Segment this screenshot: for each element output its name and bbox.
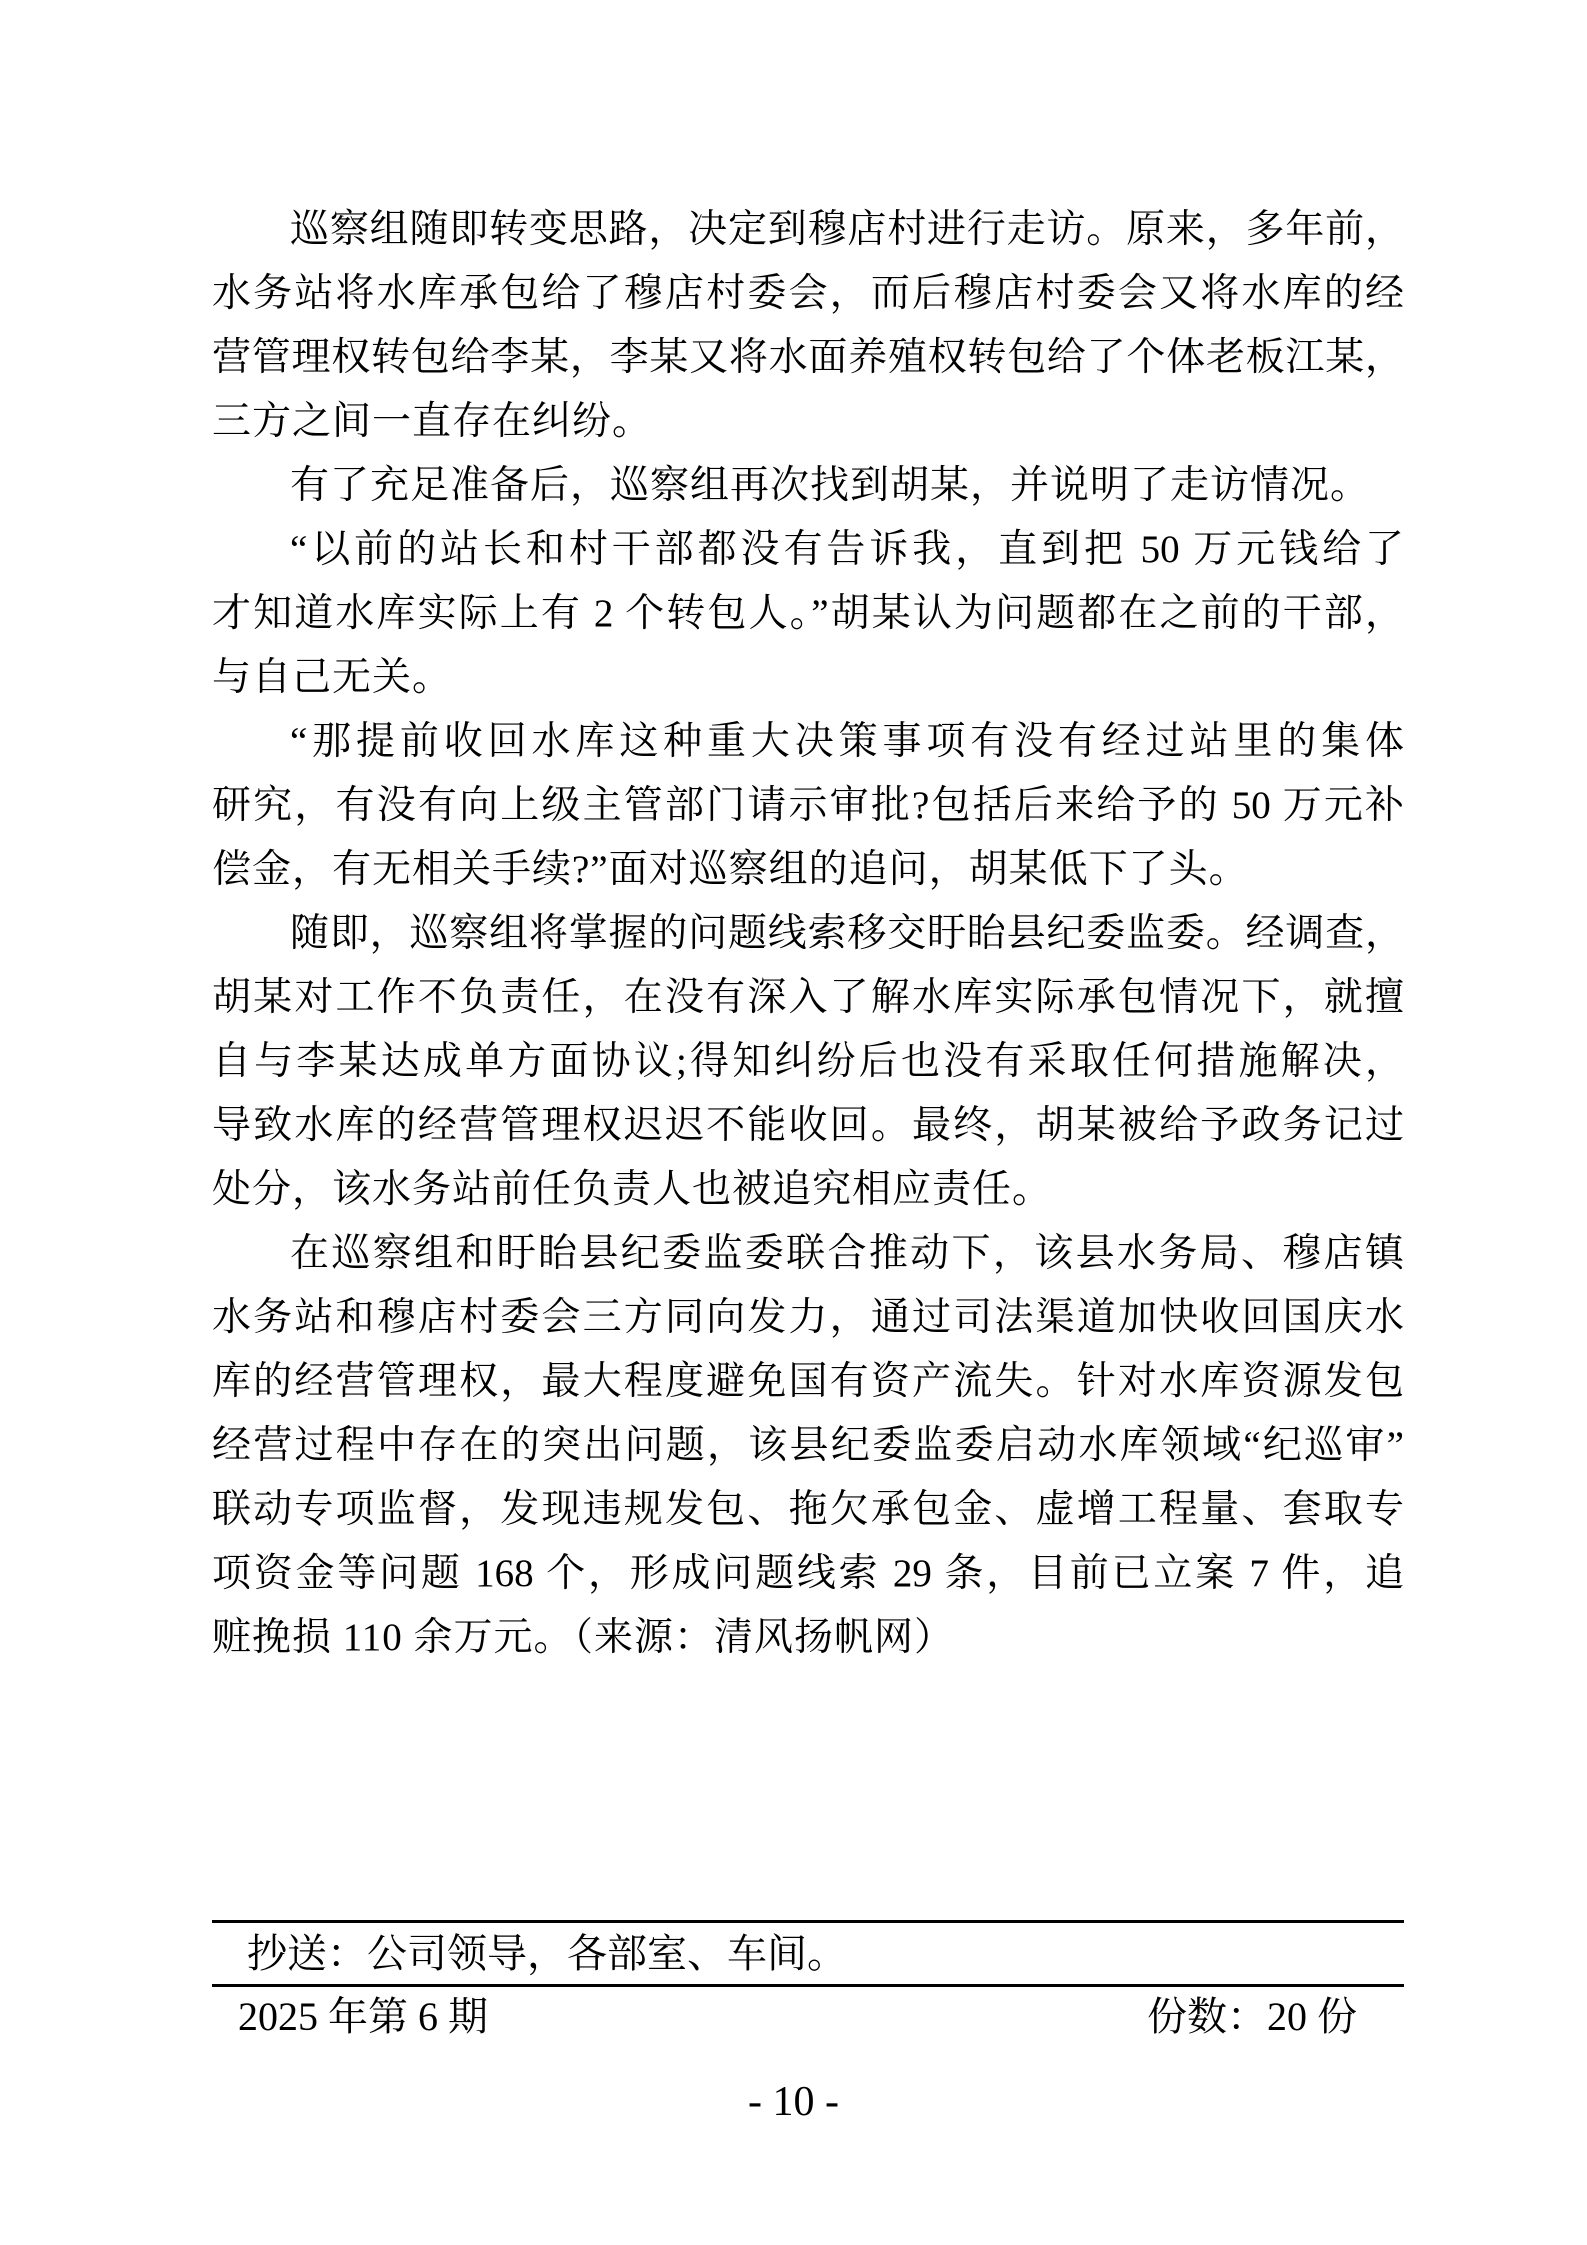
body-line: 经营过程中存在的突出问题，该县纪委监委启动水库领域“纪巡审” (212, 1424, 1404, 1467)
body-line: 处分，该水务站前任负责人也被追究相应责任。 (212, 1168, 1053, 1211)
body-line: 偿金，有无相关手续?”面对巡察组的追问，胡某低下了头。 (212, 848, 1249, 891)
body-line: 库的经营管理权，最大程度避免国有资产流失。针对水库资源发包 (212, 1360, 1404, 1403)
document-body (212, 198, 1404, 1670)
body-line: 有了充足准备后，巡察组再次找到胡某，并说明了走访情况。 (290, 464, 1371, 507)
body-line: “以前的站长和村干部都没有告诉我，直到把 50 万元钱给了 (290, 528, 1404, 571)
body-line: 水务站将水库承包给了穆店村委会，而后穆店村委会又将水库的经 (212, 272, 1404, 315)
body-line: “那提前收回水库这种重大决策事项有没有经过站里的集体 (290, 720, 1404, 763)
body-line: 随即，巡察组将掌握的问题线索移交盱眙县纪委监委。经调查， (290, 912, 1404, 955)
page-number: - 10 - (748, 2079, 839, 2125)
body-line: 才知道水库实际上有 2 个转包人。”胡某认为问题都在之前的干部， (212, 592, 1404, 635)
body-line: 项资金等问题 168 个，形成问题线索 29 条，目前已立案 7 件，追 (212, 1552, 1404, 1595)
body-line: 在巡察组和盱眙县纪委监委联合推动下，该县水务局、穆店镇 (290, 1232, 1404, 1275)
footer-meta-row (212, 1988, 1404, 2046)
body-line: 水务站和穆店村委会三方同向发力，通过司法渠道加快收回国庆水 (212, 1296, 1404, 1339)
body-line: 营管理权转包给李某，李某又将水面养殖权转包给了个体老板江某， (212, 336, 1404, 379)
body-line: 赃挽损 110 余万元。（来源：清风扬帆网） (212, 1616, 955, 1659)
body-line: 导致水库的经营管理权迟迟不能收回。最终，胡某被给予政务记过 (212, 1104, 1404, 1147)
body-line: 胡某对工作不负责任，在没有深入了解水库实际承包情况下，就擅 (212, 976, 1404, 1019)
copies-count: 份数：20 份 (1147, 1994, 1357, 2039)
cc-line: 抄送：公司领导，各部室、车间。 (247, 1931, 847, 1976)
footer-divider-bottom (212, 1984, 1404, 1987)
issue-number: 2025 年第 6 期 (238, 1994, 488, 2039)
body-line: 研究，有没有向上级主管部门请示审批?包括后来给予的 50 万元补 (212, 784, 1404, 827)
body-line: 自与李某达成单方面协议;得知纠纷后也没有采取任何措施解决， (212, 1040, 1404, 1083)
body-line: 三方之间一直存在纠纷。 (212, 400, 653, 443)
body-line: 联动专项监督，发现违规发包、拖欠承包金、虚增工程量、套取专 (212, 1488, 1404, 1531)
body-line: 巡察组随即转变思路，决定到穆店村进行走访。原来，多年前， (290, 208, 1404, 251)
body-line: 与自己无关。 (212, 656, 453, 699)
